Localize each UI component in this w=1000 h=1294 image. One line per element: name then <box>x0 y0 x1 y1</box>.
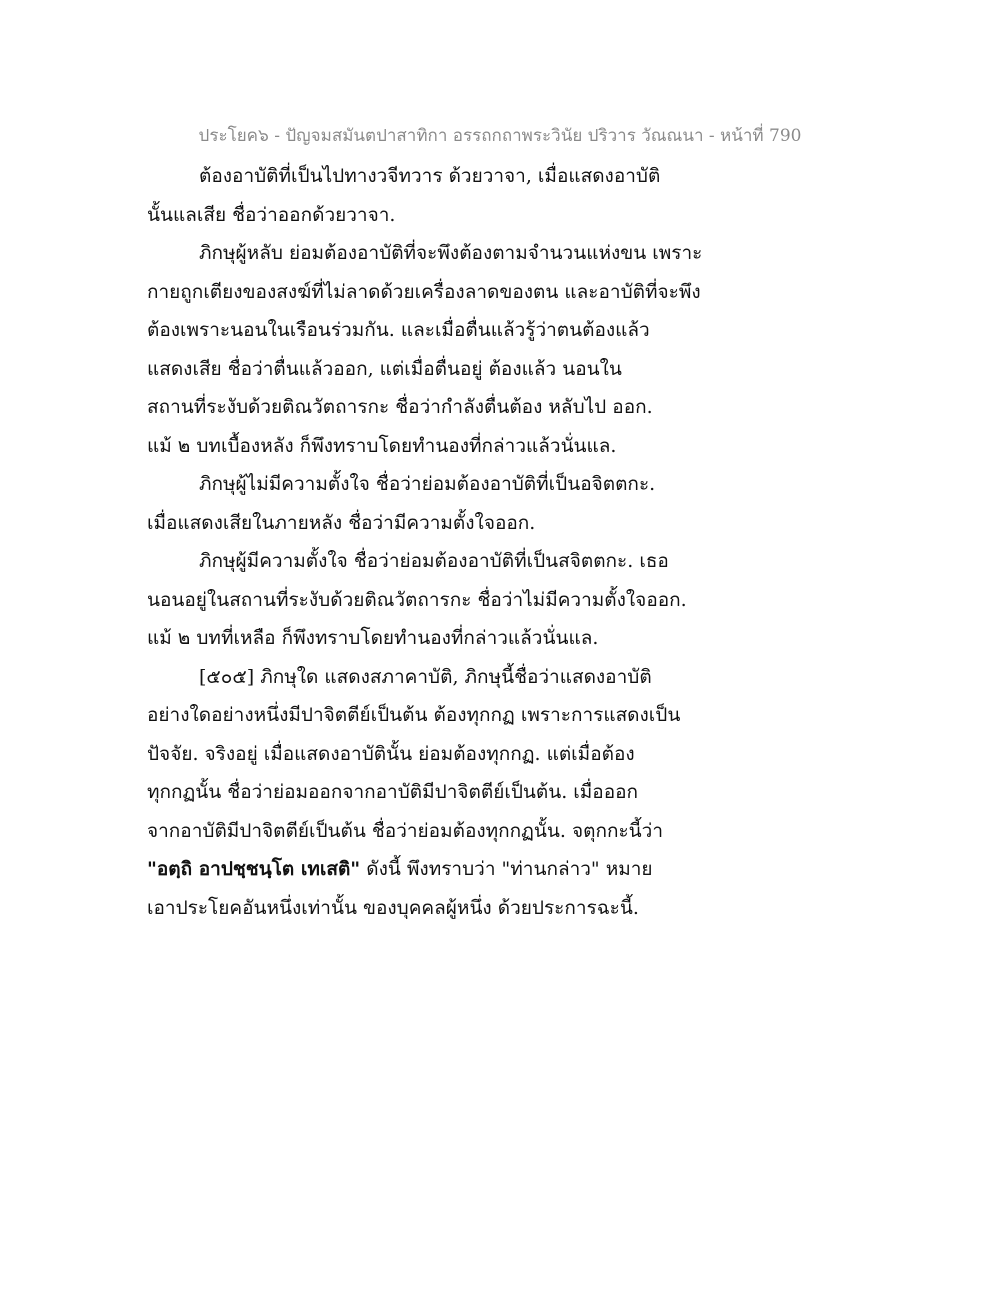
paragraph-line: [๕๐๕] ภิกษุใด แสดงสภาคาบัติ, ภิกษุนี้ชื่อว่าแสดงอาบัติ <box>199 665 652 688</box>
document-body <box>147 157 707 927</box>
paragraph-line: นั้นแลเสีย ชื่อว่าออกด้วยวาจา. <box>147 203 396 226</box>
paragraph-line: แม้ ๒ บทเบื้องหลัง ก็พึงทราบโดยทำนองที่กล่าวแล้วนั่นแล. <box>147 434 617 457</box>
pali-quote: "อตฺถิ อาปชฺชนฺโต เทเสติ" <box>147 858 361 880</box>
paragraph-line: เมื่อแสดงเสียในภายหลัง ชื่อว่ามีความตั้งใจออก. <box>147 511 536 534</box>
paragraph-line: อย่างใดอย่างหนึ่งมีปาจิตตีย์เป็นต้น ต้องทุกกฏ เพราะการแสดงเป็น <box>147 704 681 726</box>
paragraph-line: ต้องอาบัติที่เป็นไปทางวจีทวาร ด้วยวาจา, เมื่อแสดงอาบัติ <box>199 165 661 187</box>
paragraph-line-with-quote <box>147 850 707 889</box>
paragraph-line: สถานที่ระงับด้วยติณวัตถารกะ ชื่อว่ากำลังตื่นต้อง หลับไป ออก. <box>147 396 653 418</box>
paragraph-line: ต้องเพราะนอนในเรือนร่วมกัน. และเมื่อตื่นแล้วรู้ว่าตนต้องแล้ว <box>147 319 650 341</box>
paragraph-line: นอนอยู่ในสถานที่ระงับด้วยติณวัตถารกะ ชื่อว่าไม่มีความตั้งใจออก. <box>147 588 687 611</box>
paragraph-line: จากอาบัติมีปาจิตตีย์เป็นต้น ชื่อว่าย่อมต้องทุกกฏนั้น. จตุกกะนี้ว่า <box>147 819 663 842</box>
paragraph-line: แสดงเสีย ชื่อว่าตื่นแล้วออก, แต่เมื่อตื่นอยู่ ต้องแล้ว นอนใน <box>147 357 622 380</box>
paragraph-line: ภิกษุผู้ไม่มีความตั้งใจ ชื่อว่าย่อมต้องอาบัติที่เป็นอจิตตกะ. <box>199 473 656 495</box>
page-header-text: ประโยค๖ - ปัญจมสมันตปาสาทิกา อรรถกถาพระวินัย ปริวาร วัณณนา - หน้าที่ 790 <box>198 126 802 146</box>
paragraph-line: กายถูกเตียงของสงฆ์ที่ไม่ลาดด้วยเครื่องลาดของตน และอาบัติที่จะพึง <box>147 280 701 303</box>
paragraph-line: ทุกกฏนั้น ชื่อว่าย่อมออกจากอาบัติมีปาจิตตีย์เป็นต้น. เมื่อออก <box>147 781 639 803</box>
paragraph-line: ปัจจัย. จริงอยู่ เมื่อแสดงอาบัตินั้น ย่อมต้องทุกกฏ. แต่เมื่อต้อง <box>147 742 635 765</box>
paragraph-line: เอาประโยคอันหนึ่งเท่านั้น ของบุคคลผู้หนึ่ง ด้วยประการฉะนี้. <box>147 896 639 919</box>
paragraph-line: ภิกษุผู้หลับ ย่อมต้องอาบัติที่จะพึงต้องตามจำนวนแห่งขน เพราะ <box>199 242 703 264</box>
page-header <box>0 122 1000 149</box>
quote-continuation: ดังนี้ พึงทราบว่า "ท่านกล่าว" หมาย <box>360 858 653 880</box>
paragraph-line: แม้ ๒ บทที่เหลือ ก็พึงทราบโดยทำนองที่กล่าวแล้วนั่นแล. <box>147 627 599 649</box>
paragraph-line: ภิกษุผู้มีความตั้งใจ ชื่อว่าย่อมต้องอาบัติที่เป็นสจิตตกะ. เธอ <box>199 550 669 572</box>
